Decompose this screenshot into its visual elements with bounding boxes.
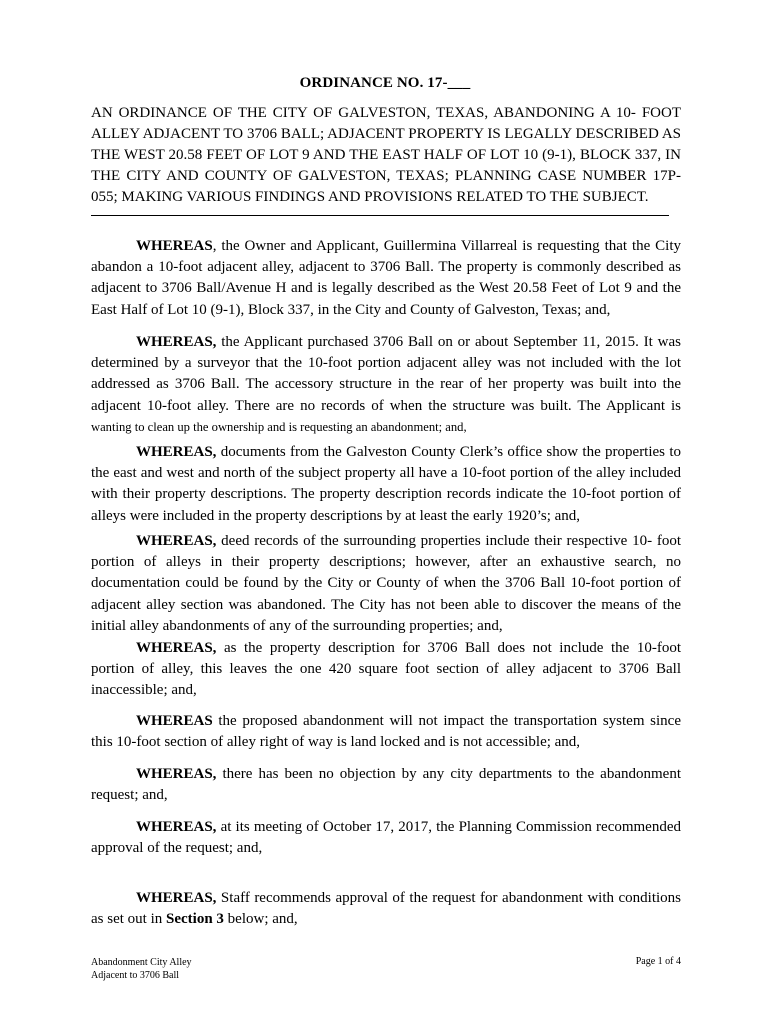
whereas-paragraph-9: WHEREAS, Staff recommends approval of the request for abandonment with conditions as set out in Section 3 below; and, bbox=[91, 890, 681, 928]
ordinance-caption: AN ORDINANCE OF THE CITY OF GALVESTON, TEXAS, ABANDONING A 10- FOOT ALLEY ADJACENT TO 3706 BALL; ADJACENT PROPERTY IS LEGALLY DESCRIBED AS THE WEST 20.58 FEET OF LOT 9 AND THE EAST HALF OF LOT 10 (9-1), BLOCK 337, IN THE CITY AND COUNTY OF GALVESTON, TEXAS; PLANNING CASE NUMBER 17P-055; MAKING VARIOUS FINDINGS AND PROVISIONS RELATED TO THE SUBJECT. bbox=[91, 105, 681, 205]
page-number: Page 1 of 4 bbox=[635, 956, 681, 967]
whereas-paragraph-5: WHEREAS, as the property description for 3706 Ball does not include the 10-foot portion of alley, this leaves the one 420 square foot section of alley adjacent to 3706 Ball inaccessible; and, bbox=[91, 640, 681, 699]
footer-line-2: Adjacent to 3706 Ball bbox=[91, 970, 180, 981]
footer-line-1: Abandonment City Alley bbox=[91, 957, 192, 968]
whereas-paragraph-6: WHEREAS the proposed abandonment will not impact the transportation system since this 10-foot section of alley right of way is land locked and is not accessible; and, bbox=[91, 713, 681, 751]
whereas-paragraph-1: WHEREAS, the Owner and Applicant, Guillermina Villarreal is requesting that the City abandon a 10-foot adjacent alley, adjacent to 3706 Ball. The property is commonly described as adjacent to 3706 Ball/Avenue H and is legally described as the West 20.58 Feet of Lot 9 and the East Half of Lot 10 (9-1), Block 337, in the City and County of Galveston, Texas; and, bbox=[91, 238, 681, 318]
whereas-paragraph-2: WHEREAS, the Applicant purchased 3706 Ball on or about September 11, 2015. It was determined by a surveyor that the 10-foot portion adjacent alley was not included with the lot addressed as 3706 Ball. The accessory structure in the rear of her property was built into the adjacent 10-foot alley. There are no records of when the structure was built. The Applicant is wanting to clean up the ownership and is requesting an abandonment; and, bbox=[91, 334, 681, 434]
whereas-paragraph-7: WHEREAS, there has been no objection by any city departments to the abandonment request; and, bbox=[91, 766, 681, 804]
caption-divider bbox=[91, 215, 669, 216]
footer-document-label bbox=[91, 956, 192, 982]
whereas-paragraph-4: WHEREAS, deed records of the surrounding properties include their respective 10- foot portion of alleys in their property descriptions; however, after an exhaustive search, no documentation could be found by the City or County of when the 3706 Ball 10-foot portion of adjacent alley section was abandoned. The City has not been able to discover the means of the initial alley abandonments of any of the surrounding properties; and, bbox=[91, 533, 681, 634]
whereas-paragraph-8: WHEREAS, at its meeting of October 17, 2017, the Planning Commission recommended approval of the request; and, bbox=[91, 819, 681, 857]
whereas-paragraph-3: WHEREAS, documents from the Galveston County Clerk’s office show the properties to the east and west and north of the subject property all have a 10-foot portion of the alley included with their property descriptions. The property description records indicate the 10-foot portion of alleys were included in the property descriptions by at least the early 1920’s; and, bbox=[91, 444, 681, 524]
ordinance-title: ORDINANCE NO. 17-___ bbox=[299, 75, 471, 91]
